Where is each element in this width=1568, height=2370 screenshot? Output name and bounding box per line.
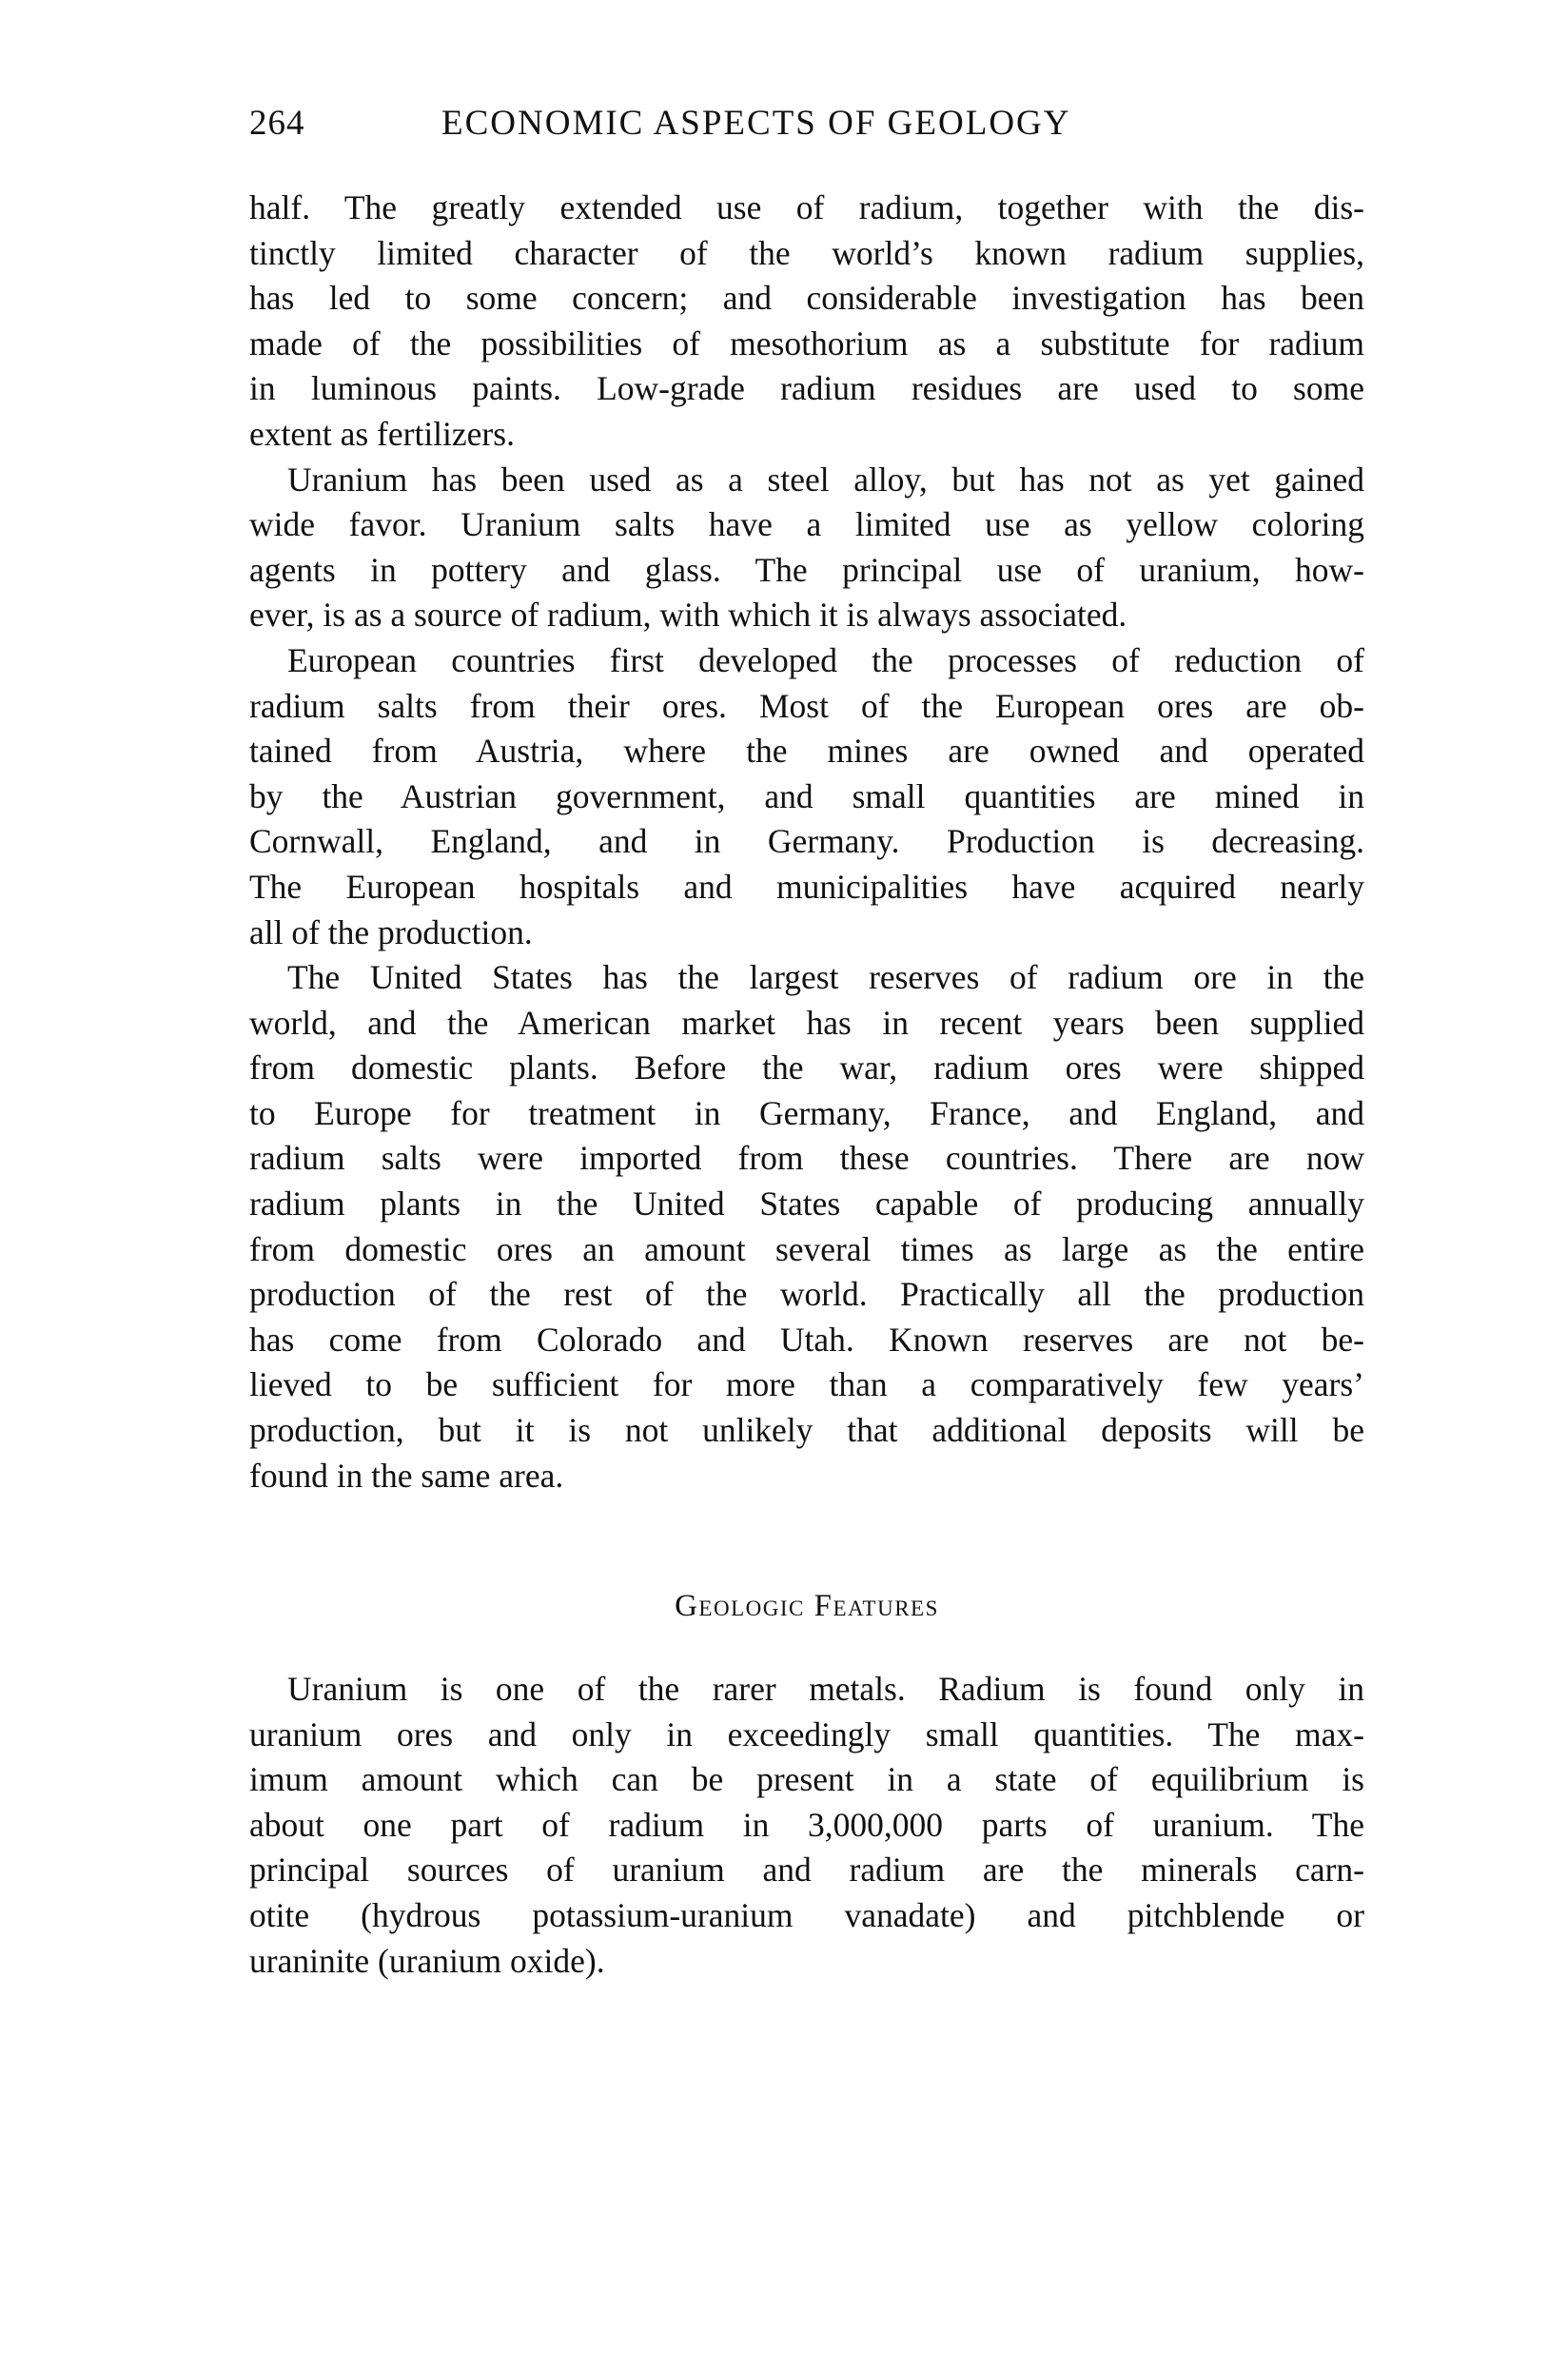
paragraph-european-production <box>249 638 1364 955</box>
body-text-top <box>249 186 1364 1498</box>
text-line: tinctly limited character of the world’s known radium supplies, <box>249 233 1364 272</box>
text-line: has come from Colorado and Utah. Known reserves are not be- <box>249 1320 1364 1359</box>
running-header <box>249 103 1364 150</box>
text-line: principal sources of uranium and radium are the minerals carn- <box>249 1851 1364 1890</box>
text-line: to Europe for treatment in Germany, France, and England, and <box>249 1093 1364 1132</box>
text-line: radium salts were imported from these countries. There are now <box>249 1139 1364 1178</box>
body-text-geologic-features <box>249 1667 1364 1984</box>
paragraph-united-states-reserves <box>249 955 1364 1498</box>
text-line: world, and the American market has in recent years been supplied <box>249 1003 1364 1042</box>
text-line: Uranium is one of the rarer metals. Radium is found only in <box>287 1670 1364 1708</box>
text-line: has led to some concern; and considerable investigation has been <box>249 279 1364 318</box>
text-line: production, but it is not unlikely that additional deposits will be <box>249 1411 1364 1450</box>
text-line: production of the rest of the world. Practically all the production <box>249 1275 1364 1314</box>
paragraph-uranium-radium-sources <box>249 1667 1364 1984</box>
text-line: agents in pottery and glass. The principal use of uranium, how- <box>249 550 1364 589</box>
text-line: Uranium has been used as a steel alloy, but has not as yet gained <box>287 460 1364 499</box>
text-line: ever, is as a source of radium, with which it is always associated. <box>249 596 1127 635</box>
text-line: European countries first developed the processes of reduction of <box>287 640 1364 679</box>
text-line: imum amount which can be present in a state of equilibrium is <box>249 1760 1364 1799</box>
text-line: found in the same area. <box>249 1456 564 1495</box>
text-line: radium salts from their ores. Most of the European ores are ob- <box>249 686 1364 725</box>
running-title: ECONOMIC ASPECTS OF GEOLOGY <box>441 104 1071 143</box>
text-line: from domestic ores an amount several times as large as the entire <box>249 1229 1364 1268</box>
text-line: made of the possibilities of mesothorium as a substitute for radium <box>249 323 1364 362</box>
text-line: all of the production. <box>249 912 533 951</box>
text-line: Cornwall, England, and in Germany. Production is decreasing. <box>249 822 1364 861</box>
text-line: radium plants in the United States capable of producing annually <box>249 1185 1364 1224</box>
text-line: about one part of radium in 3,000,000 parts of uranium. The <box>249 1805 1364 1844</box>
text-line: uraninite (uranium oxide). <box>249 1941 605 1980</box>
text-line: by the Austrian government, and small quantities are mined in <box>249 776 1364 815</box>
text-line: from domestic plants. Before the war, radium ores were shipped <box>249 1048 1364 1087</box>
paragraph-radium-use <box>249 186 1364 458</box>
text-line: tained from Austria, where the mines are owned and operated <box>249 732 1364 771</box>
section-heading-geologic-features: Geologic Features <box>675 1589 939 1623</box>
text-line: extent as fertilizers. <box>249 414 515 453</box>
text-line: uranium ores and only in exceedingly small quantities. The max- <box>249 1714 1364 1753</box>
text-line: The United States has the largest reserves of radium ore in the <box>287 958 1364 997</box>
page-number: 264 <box>249 104 305 143</box>
text-line: half. The greatly extended use of radium, together with the dis- <box>249 188 1364 226</box>
text-line: otite (hydrous potassium-uranium vanadate) and pitchblende or <box>249 1895 1364 1934</box>
text-line: in luminous paints. Low-grade radium residues are used to some <box>249 369 1364 408</box>
text-line: lieved to be sufficient for more than a comparatively few years’ <box>249 1365 1364 1404</box>
paragraph-uranium-use <box>249 458 1364 638</box>
text-line: The European hospitals and municipalities have acquired nearly <box>249 867 1364 906</box>
text-line: wide favor. Uranium salts have a limited use as yellow coloring <box>249 505 1364 544</box>
